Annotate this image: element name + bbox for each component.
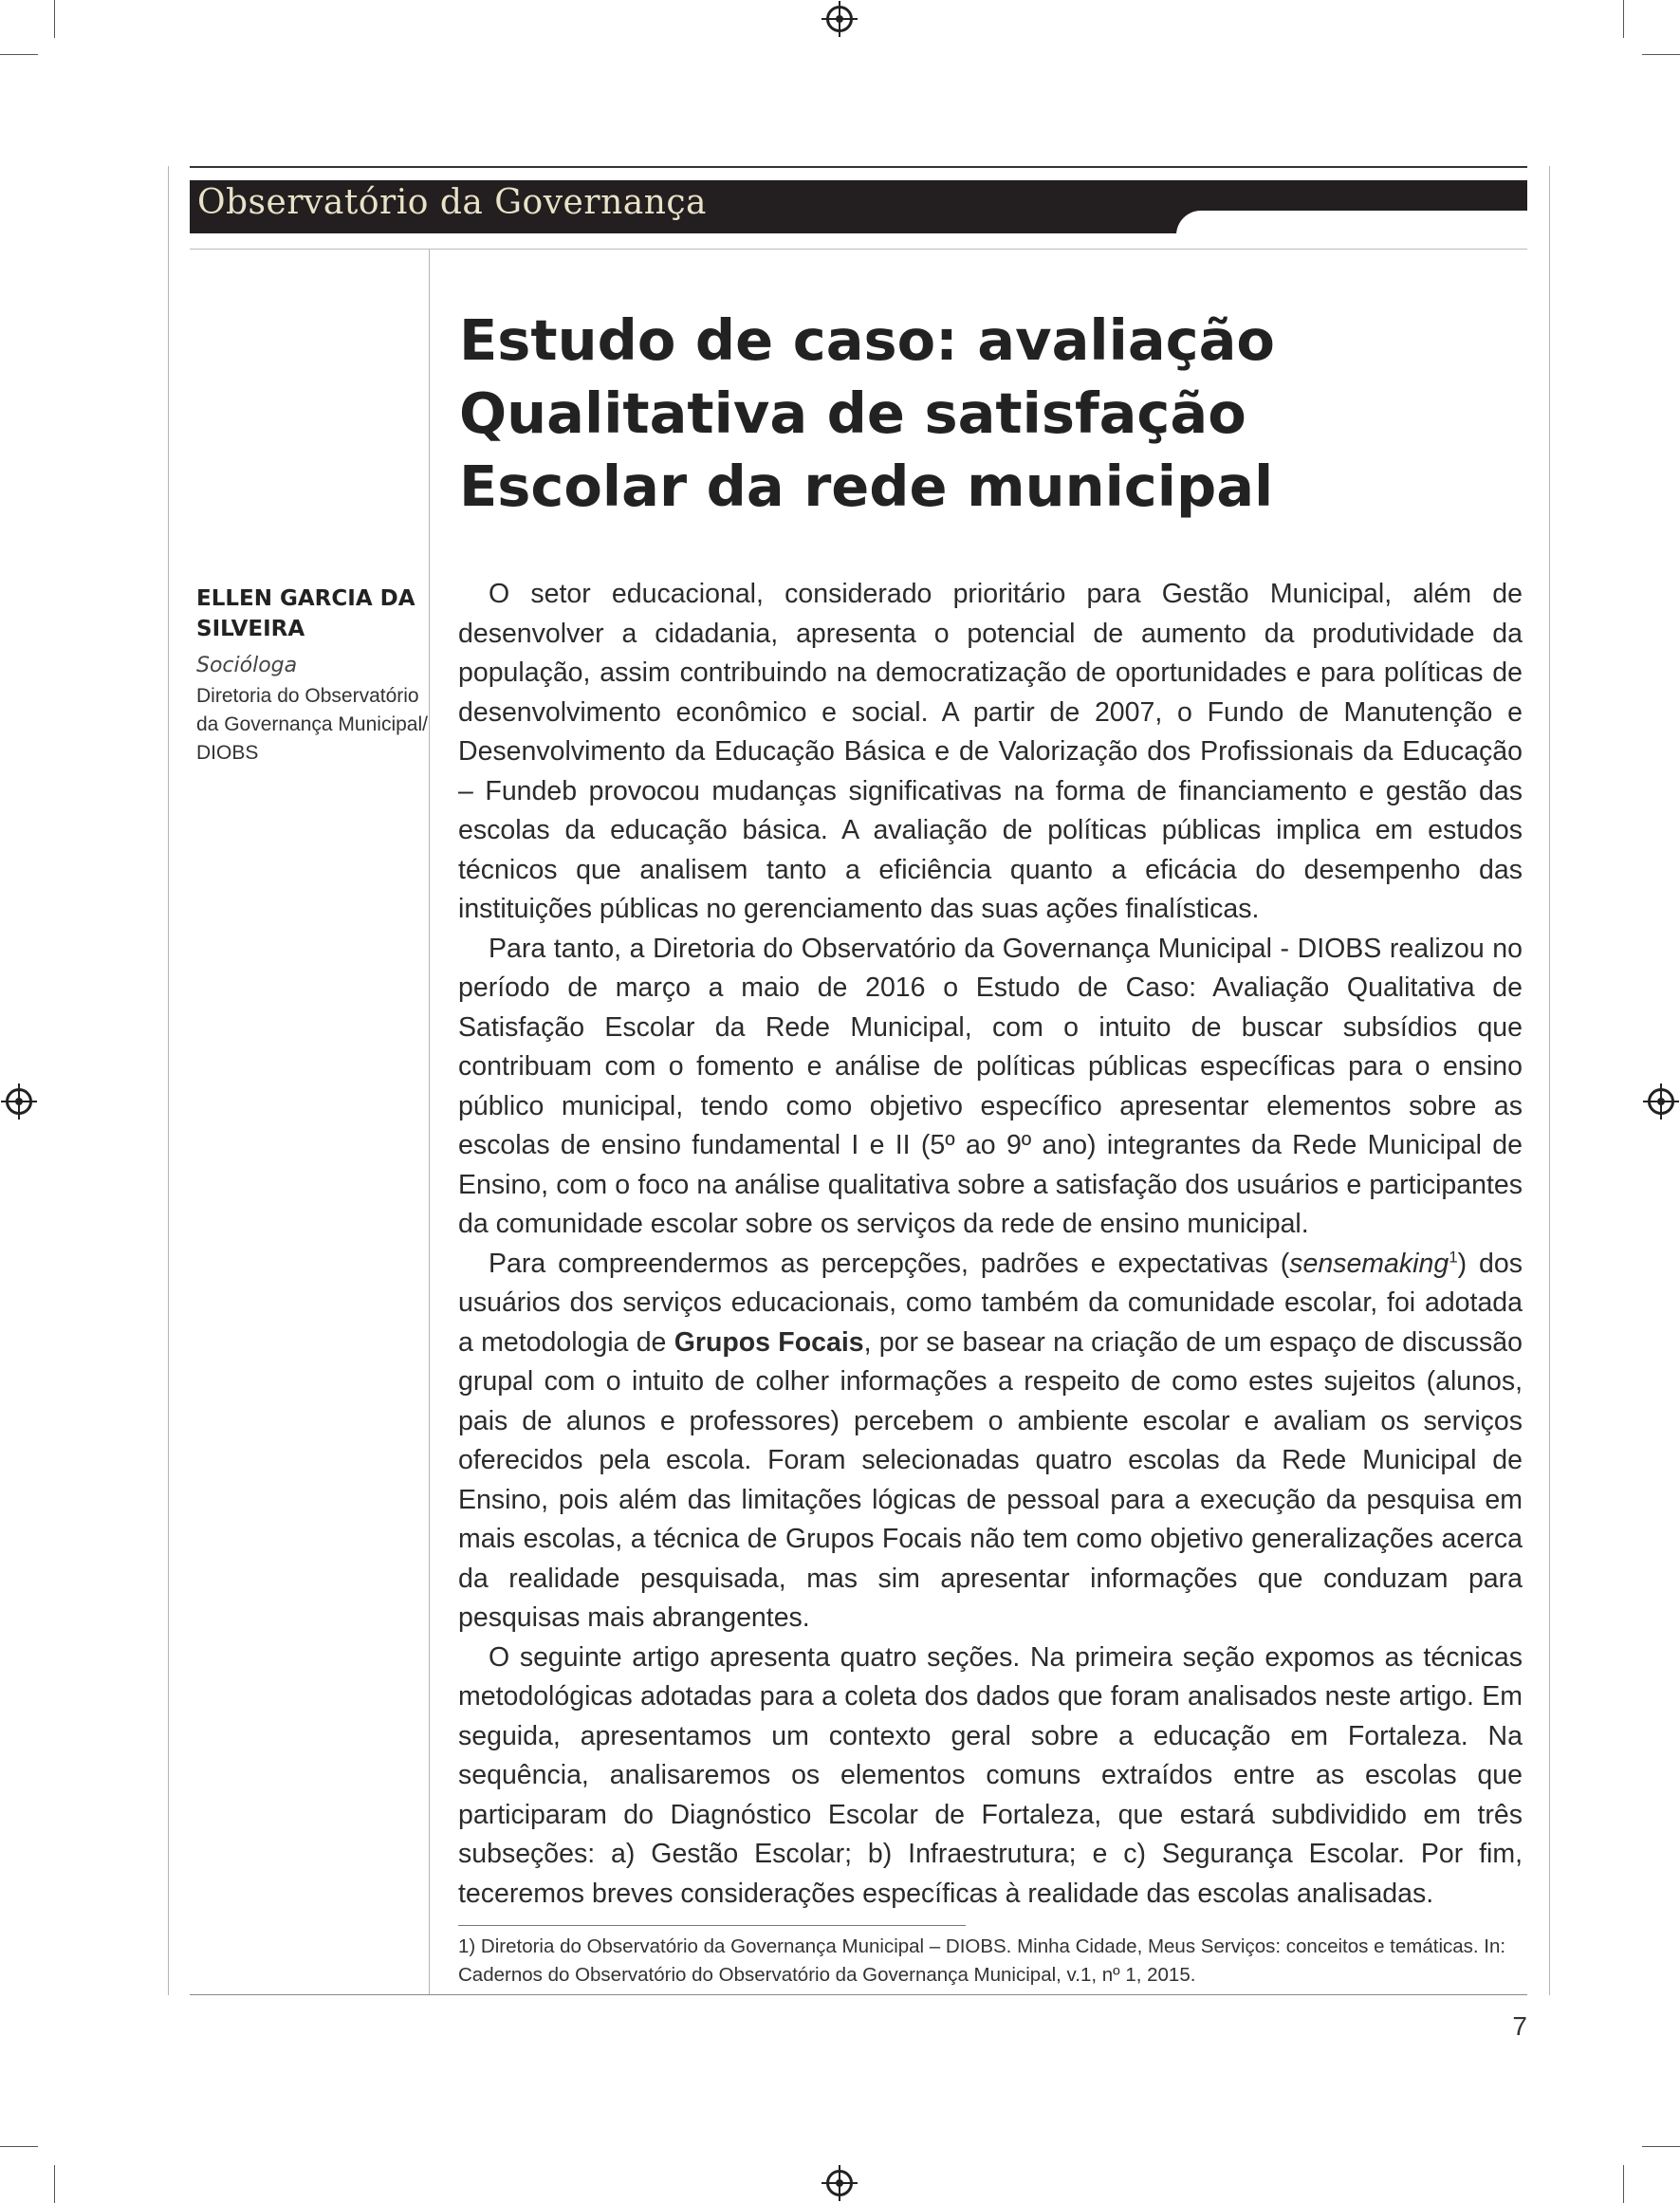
body-text-run: ) dos usuários dos serviços educacionais, como também da comunidade escolar, foi adotada a metodologia de (458, 1248, 1523, 1358)
right-frame-line (1549, 166, 1550, 1995)
footnote-ref: 1 (1449, 1248, 1458, 1266)
article-title (459, 304, 1503, 523)
page-number: 7 (1512, 2011, 1527, 2041)
body-paragraph: O seguinte artigo apresenta quatro seções. Na primeira seção expomos as técnicas metodológicas adotadas para a coleta dos dados que foram analisados neste artigo. Em seguida, apresentamos um contexto geral sobre a educação em Fortaleza. Na sequência, analisaremos os elementos comuns extraídos entre as escolas que participaram do Diagnóstico Escolar de Fortaleza, que estará subdividido em três subseções: a) Gestão Escolar; b) Infraestrutura; e c) Segurança Escolar. Por fim, teceremos breves considerações específicas à realidade das escolas analisadas. (458, 1641, 1523, 1909)
article-title-line: Qualitativa de satisfação (459, 380, 1246, 446)
crop-mark (1642, 2146, 1680, 2147)
registration-mark-icon (6, 1088, 32, 1115)
crop-mark (1642, 54, 1680, 55)
author-role: Socióloga (196, 654, 298, 677)
body-paragraph (458, 1245, 1523, 1638)
body-text-run: , por se basear na criação de um espaço de discussão grupal com o intuito de colher informações a respeito de como estes sujeitos (alunos, pais de alunos e professores) percebem o ambiente escolar e avaliam os serviços oferecidos pela escola. Foram selecionadas quatro escolas da Rede Municipal de Ensino, pois além das limitações lógicas de pessoal para a execução da pesquisa em mais escolas, a técnica de Grupos Focais não tem como objetivo generalizações acerca da realidade pesquisada, mas sim apresentar informações que conduzam para pesquisas mais abrangentes. (458, 1326, 1523, 1633)
section-title: Observatório da Governança (197, 183, 708, 222)
body-text-run: Para tanto, a Diretoria do Observatório da Governança Municipal - DIOBS realizou no período de março a maio de 2016 o Estudo de Caso: Avaliação Qualitativa de Satisfação Escolar da Rede Municipal, com o intuito de buscar subsídios que contribuam com o fomento e análise de políticas públicas específicas para o ensino público municipal, tendo como objetivo específico apresentar elementos sobre as escolas de ensino fundamental I e II (5º ao 9º ano) integrantes da Rede Municipal de Ensino, com o foco na análise qualitativa sobre a satisfação dos usuários e participantes da comunidade escolar sobre os serviços da rede de ensino municipal. (458, 933, 1523, 1239)
crop-mark (1623, 2165, 1624, 2203)
registration-mark-icon (826, 6, 853, 32)
body-text-run: Para compreendermos as percepções, padrões e expectativas ( (489, 1248, 1290, 1279)
footnote-rule (458, 1925, 966, 1926)
header-top-rule (190, 166, 1527, 168)
footnote: 1) Diretoria do Observatório da Governança Municipal – DIOBS. Minha Cidade, Meus Serviços: conceitos e temáticas. In: Cadernos do Observatório do Observatório da Governança Municipal, v.1, nº 1, 2015. (458, 1935, 1506, 1986)
article-title-line: Escolar da rede municipal (459, 454, 1274, 519)
grupos-focais-term: Grupos Focais (674, 1326, 864, 1358)
header-bottom-rule (190, 249, 1527, 250)
author-affiliation: Diretoria do Observatório da Governança Municipal/ DIOBS (196, 685, 428, 764)
sensemaking-term: sensemaking (1289, 1248, 1449, 1279)
author-info (196, 583, 434, 768)
header-band-notch (1176, 211, 1537, 239)
crop-mark (1623, 0, 1624, 38)
author-name: ELLEN GARCIA DA SILVEIRA (196, 586, 415, 641)
left-frame-line (168, 166, 169, 1995)
footer-rule (190, 1994, 1527, 1995)
body-paragraph (458, 930, 1523, 1245)
crop-mark (54, 0, 55, 38)
registration-mark-icon (826, 2170, 853, 2196)
column-divider (429, 249, 430, 1994)
body-paragraph: O setor educacional, considerado prioritário para Gestão Municipal, além de desenvolver a cidadania, apresenta o potencial de aumento da produtividade da população, assim contribuindo na democratização de oportunidades e para políticas de desenvolvimento econômico e social. A partir de 2007, o Fundo de Manutenção e Desenvolvimento da Educação Básica e de Valorização dos Profissionais da Educação – Fundeb provocou mudanças significativas na forma de financiamento e gestão das escolas da educação básica. A avaliação de políticas públicas implica em estudos técnicos que analisem tanto a eficiência quanto a eficácia do desempenho das instituições públicas no gerenciamento das suas ações finalísticas. (458, 579, 1523, 924)
crop-mark (54, 2165, 55, 2203)
article-body (458, 575, 1523, 1914)
crop-mark (0, 54, 38, 55)
registration-mark-icon (1648, 1088, 1674, 1115)
crop-mark (0, 2146, 38, 2147)
article-title-line: Estudo de caso: avaliação (459, 307, 1275, 373)
